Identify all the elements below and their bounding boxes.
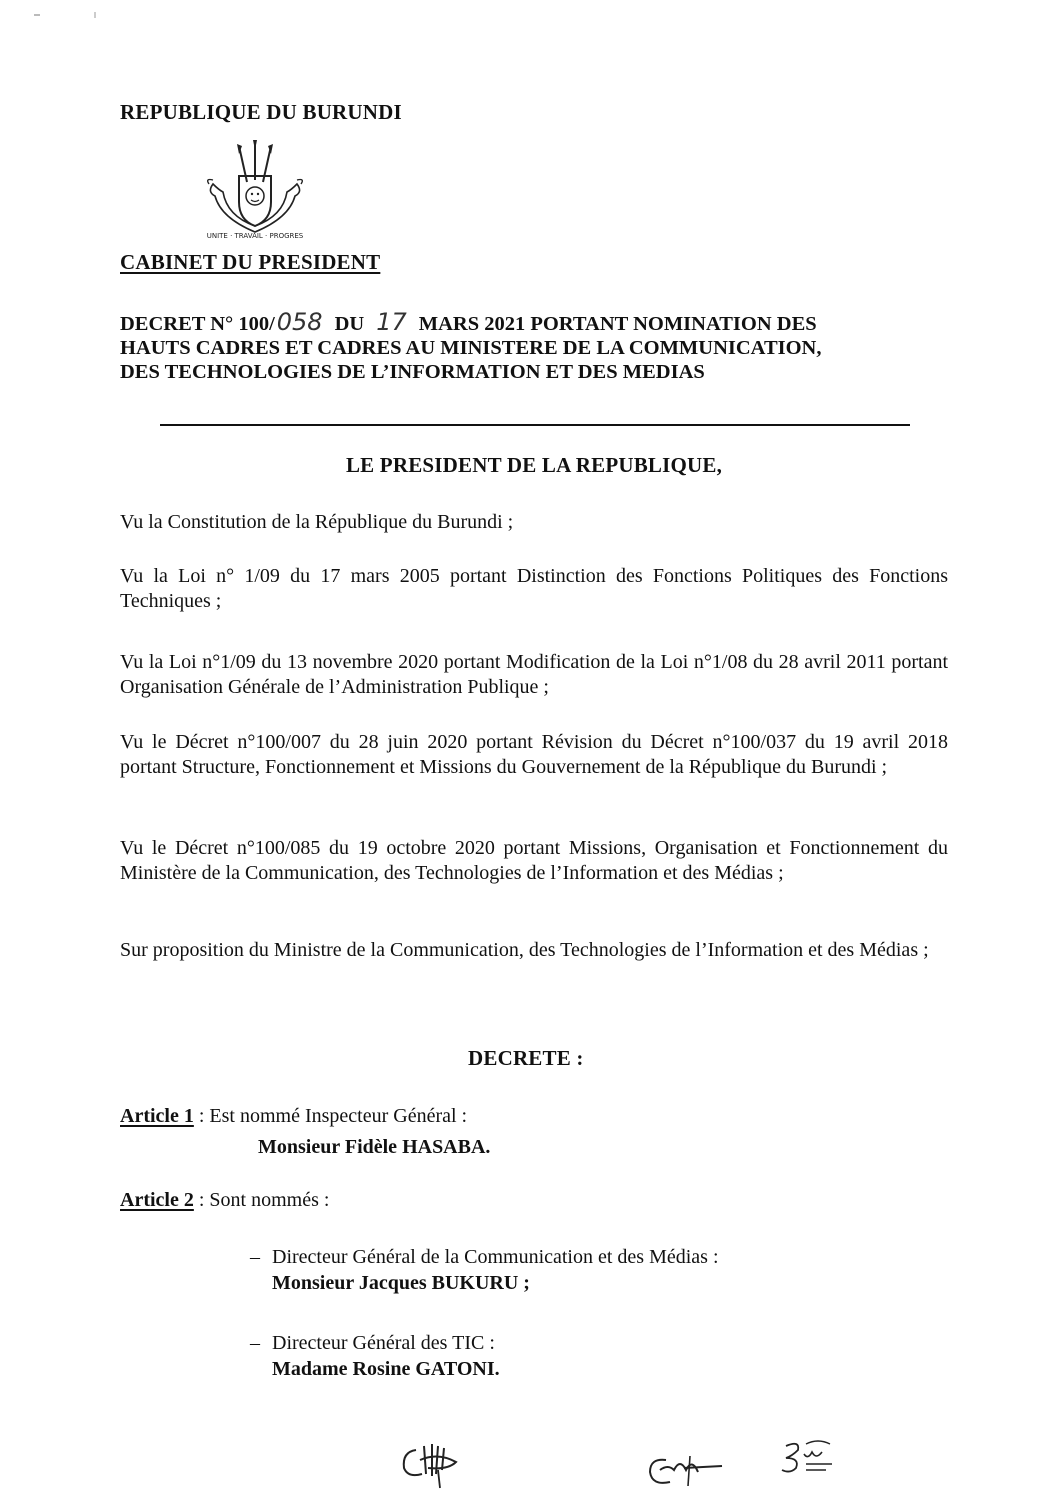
decree-title-line3: DES TECHNOLOGIES DE L’INFORMATION ET DES MEDIAS [120, 361, 705, 383]
title-divider [160, 424, 910, 426]
scan-mark [94, 12, 96, 18]
article-2-item-2-role: Directeur Général des TIC : [272, 1332, 495, 1354]
article-2 [120, 1187, 329, 1213]
article-2-label: Article 2 [120, 1189, 194, 1211]
initial-signature-1 [398, 1440, 464, 1490]
preamble-item-proposition: Sur proposition du Ministre de la Communication, des Technologies de l’Information et des Médias ; [120, 939, 929, 961]
scan-mark [34, 14, 40, 16]
decree-prefix: DECRET N° 100/ [120, 313, 275, 335]
decrete-heading: DECRETE : [468, 1046, 584, 1070]
republic-header: REPUBLIQUE DU BURUNDI [120, 100, 402, 124]
dash-bullet: – [250, 1332, 260, 1354]
article-1-label: Article 1 [120, 1105, 194, 1127]
dash-bullet: – [250, 1246, 260, 1268]
decree-title-line2: HAUTS CADRES ET CADRES AU MINISTERE DE LA COMMUNICATION, [120, 337, 822, 359]
decree-title-line1: MARS 2021 PORTANT NOMINATION DES [418, 313, 817, 335]
article-2-item-2 [250, 1330, 500, 1382]
seal-motto: UNITE · TRAVAIL · PROGRES [206, 232, 304, 240]
preamble-item-decret-085: Vu le Décret n°100/085 du 19 octobre 2020 portant Missions, Organisation et Fonctionnement du Ministère de la Communication, des Technologies de l’Information et des Médias ; [120, 837, 948, 884]
decree-title [120, 310, 960, 384]
initial-signature-3 [778, 1434, 838, 1484]
preamble-item-loi-2020: Vu la Loi n°1/09 du 13 novembre 2020 portant Modification de la Loi n°1/08 du 28 avril 2011 portant Organisation Générale de l’Administration Publique ; [120, 651, 948, 698]
preamble-item-loi-2005: Vu la Loi n° 1/09 du 17 mars 2005 portant Distinction des Fonctions Politiques des Fonctions Techniques ; [120, 565, 948, 612]
decree-day-handwritten: 17 [376, 308, 407, 336]
article-2-item-1-name: Monsieur Jacques BUKURU ; [272, 1272, 530, 1294]
cabinet-header: CABINET DU PRESIDENT [120, 250, 381, 274]
article-1 [120, 1103, 467, 1129]
decree-number-handwritten: 058 [276, 308, 323, 336]
article-1-text: : Est nommé Inspecteur Général : [193, 1105, 468, 1127]
article-2-item-1 [250, 1244, 719, 1296]
article-2-item-1-role: Directeur Général de la Communication et des Médias : [272, 1246, 719, 1268]
article-2-text: : Sont nommés : [193, 1189, 330, 1211]
coat-of-arms-seal [203, 140, 307, 240]
article-2-item-2-name: Madame Rosine GATONI. [272, 1358, 500, 1380]
initial-signature-2 [640, 1448, 730, 1494]
article-1-name: Monsieur Fidèle HASABA. [258, 1136, 491, 1158]
preamble-item-decret-007: Vu le Décret n°100/007 du 28 juin 2020 portant Révision du Décret n°100/037 du 19 avril 2018 portant Structure, Fonctionnement et Missions du Gouvernement de la République du Burundi ; [120, 731, 948, 778]
preamble-item-constitution: Vu la Constitution de la République du Burundi ; [120, 511, 514, 533]
president-heading: LE PRESIDENT DE LA REPUBLIQUE, [345, 453, 723, 477]
decree-du: DU [334, 313, 365, 335]
